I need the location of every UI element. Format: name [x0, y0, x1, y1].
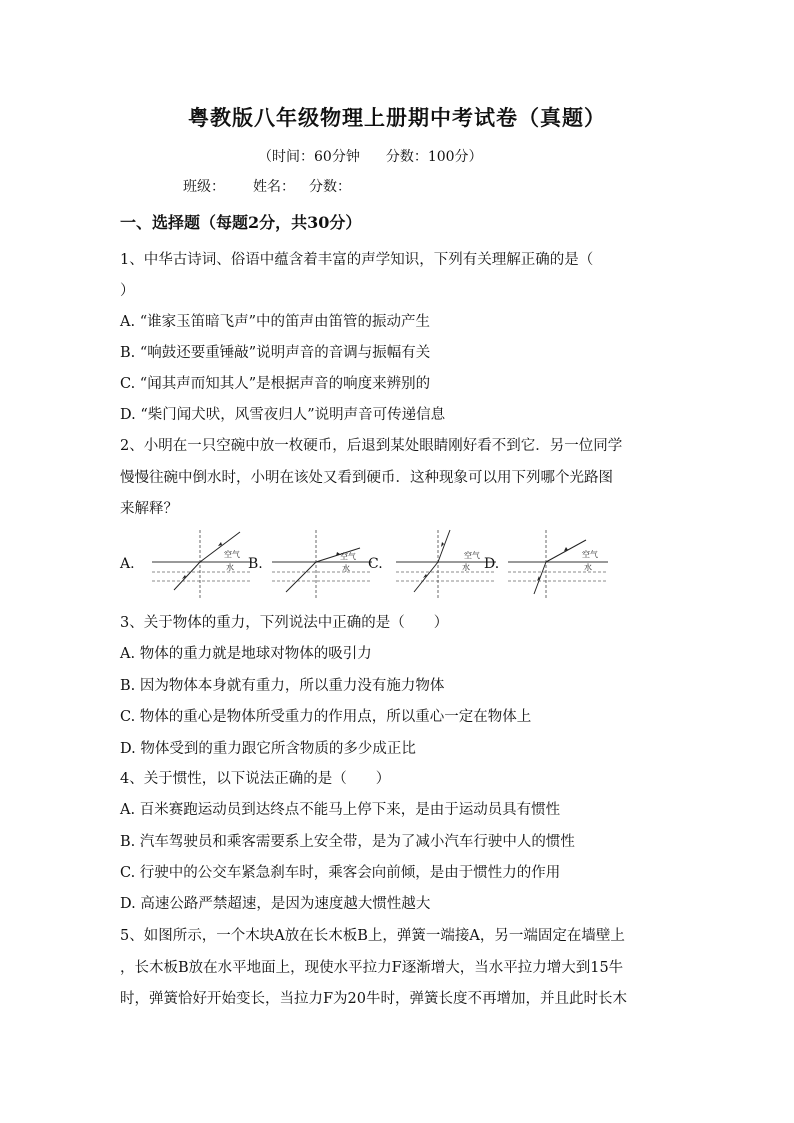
q2-option-a-label: A.: [120, 556, 135, 572]
light-ray: [546, 540, 586, 562]
q3-stem: 3、关于物体的重力，下列说法中正确的是（ ）: [120, 615, 449, 631]
q1-option-a: A. “谁家玉笛暗飞声”中的笛声由笛管的振动产生: [120, 314, 431, 330]
page-title: 粤教版八年级物理上册期中考试卷（真题）: [188, 105, 606, 130]
q5-stem-line-1: 5、如图所示，一个木块A放在长木板B上，弹簧一端接A，另一端固定在墙壁上: [120, 928, 625, 944]
score-label: 分数：: [309, 179, 351, 195]
q3-option-c: C. 物体的重心是物体所受重力的作用点，所以重心一定在物体上: [120, 709, 532, 725]
water-label: 水: [584, 563, 592, 572]
air-label: 空气: [340, 552, 356, 561]
air-label: 空气: [224, 550, 240, 559]
exam-info: [258, 146, 483, 166]
q2-option-d-label: D.: [484, 556, 500, 572]
q1-stem-line-1: 1、中华古诗词、俗语中蕴含着丰富的声学知识，下列有关理解正确的是（: [120, 252, 594, 268]
time-info: （时间：60分钟: [258, 149, 360, 165]
light-ray: [286, 562, 316, 592]
q2-stem-line-2: 慢慢往碗中倒水时，小明在该处又看到硬币．这种现象可以用下列哪个光路图: [120, 470, 613, 486]
q2-stem-line-3: 来解释？: [120, 501, 178, 517]
q1-stem-line-2: ）: [120, 283, 135, 299]
q2-diagram-d: [508, 528, 608, 600]
q2-option-c-label: C.: [368, 556, 383, 572]
student-info-line: [183, 176, 351, 196]
q4-option-d: D. 高速公路严禁超速，是因为速度越大惯性越大: [120, 896, 431, 912]
q5-stem-line-3: 时，弹簧恰好开始变长，当拉力F为20牛时，弹簧长度不再增加，并且此时长木: [120, 991, 628, 1007]
q4-stem: 4、关于惯性，以下说法正确的是（ ）: [120, 771, 391, 787]
q3-option-b: B. 因为物体本身就有重力，所以重力没有施力物体: [120, 678, 445, 694]
q2-diagram-b: [272, 528, 372, 600]
score-info: 分数：100分）: [385, 149, 483, 165]
q4-option-c: C. 行驶中的公交车紧急刹车时，乘客会向前倾，是由于惯性力的作用: [120, 865, 561, 881]
q4-option-b: B. 汽车驾驶员和乘客需要系上安全带，是为了减小汽车行驶中人的惯性: [120, 834, 575, 850]
q2-diagram-c: [396, 528, 496, 600]
q5-stem-line-2: ，长木板B放在水平地面上，现使水平拉力F逐渐增大，当水平拉力增大到15牛: [120, 960, 624, 976]
q2-option-b-label: B.: [248, 556, 263, 572]
light-ray: [414, 562, 438, 592]
water-label: 水: [462, 563, 470, 572]
q4-option-a: A. 百米赛跑运动员到达终点不能马上停下来，是由于运动员具有惯性: [120, 802, 561, 818]
air-label: 空气: [464, 551, 480, 560]
q3-option-a: A. 物体的重力就是地球对物体的吸引力: [120, 646, 372, 662]
q1-option-c: C. “闻其声而知其人”是根据声音的响度来辨别的: [120, 376, 431, 392]
section-heading: 一、选择题（每题2分，共30分）: [120, 213, 362, 232]
q1-option-b: B. “响鼓还要重锤敲”说明声音的音调与振幅有关: [120, 345, 431, 361]
name-label: 姓名：: [253, 179, 295, 195]
q1-option-d: D. “柴门闻犬吠，风雪夜归人”说明声音可传递信息: [120, 407, 446, 423]
q2-diagram-a: [152, 528, 252, 600]
ray-arrow: [423, 574, 427, 578]
class-label: 班级：: [183, 179, 225, 195]
air-label: 空气: [582, 550, 598, 559]
q2-stem-line-1: 2、小明在一只空碗中放一枚硬币，后退到某处眼睛刚好看不到它．另一位同学: [120, 438, 623, 454]
light-ray: [534, 562, 546, 594]
water-label: 水: [342, 564, 350, 573]
light-ray: [438, 530, 450, 562]
q3-option-d: D. 物体受到的重力跟它所含物质的多少成正比: [120, 741, 416, 757]
q2-diagram-row: [120, 528, 720, 608]
light-ray: [174, 562, 200, 590]
water-label: 水: [226, 563, 234, 572]
